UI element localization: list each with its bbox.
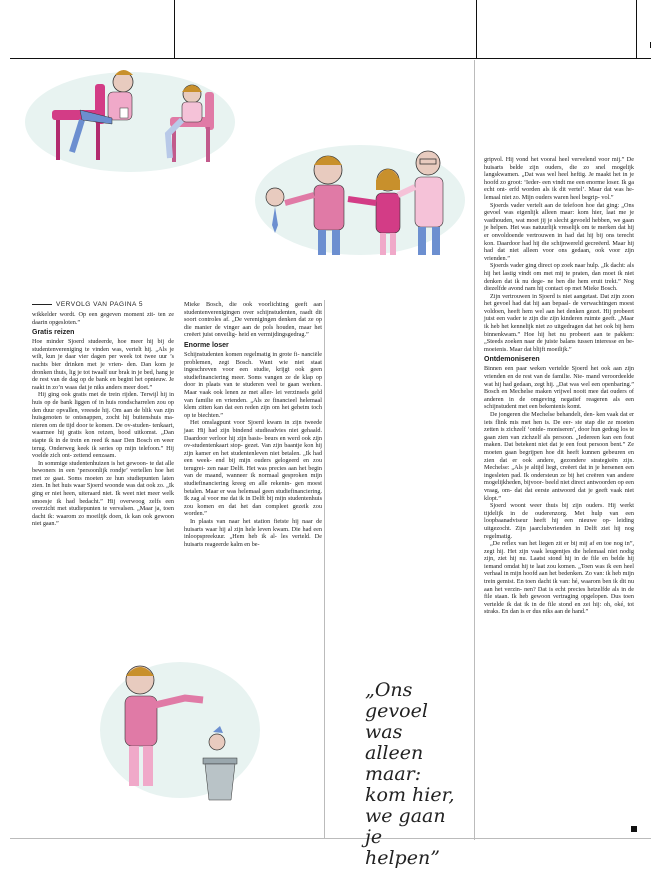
paragraph: Het omslagpunt voor Sjoerd kwam in zijn tweede jaar. Hij had zijn bindend studieadvies niet gehaald. Daardoor verloor hij zijn basis- beurs en werd ook zijn ov-studentenkaart stop- gezet. Van zijn baantje kon hij zijn kamer en het studentenleven niet betalen. „Ik had een week- end bij mijn ouders gelogeerd en zou terugrei- zen naar Delft. Het was precies aan het begin van de maand, wanneer ik normaal gesproken mijn studiefinanciering kreeg en alle rekenin- gen moest betalen. Maar er was helemaal geen studiefinanciering. Ik zag al voor me dat ik in Delft bij mijn studentenhuis zou komen en dat het dan compleet gezeik zou worden.”	[184, 419, 322, 518]
paragraph: Mieke Bosch, die ook voorlichting geeft aan studentenverenigingen over schijnstudenten, raadt dit soort controles af. „De verenigingen denken dat ze op die manier de vinger aan de pols houden, maar het creëert juist onveilig- heid en vermijdingsgedrag.”	[184, 301, 322, 339]
paragraph: „De reflex van het liegen zit er bij mij af en toe nog in”, zegt hij. Het zijn vaak leugentjes die helemaal niet nodig zijn, ziet hij nu. Laatst stond hij in de file en belde hij iemand omdat hij te laat zou komen. „Toen was ik een heel verhaal in mijn hoofd aan het bedenken. Zo van: ik heb mijn trein gemist. En toen dacht ik van: hé, waarom ben ik dit nu aan het verzin- nen? Dat is echt precies hetzelfde als in de file staan. Ik heb gewoon vertraging opgelopen. Dus toen vertelde ik dat ik in de file stond en zei hij: oh, oké, tot straks. En dan is er dus niks aan de hand.”	[484, 540, 634, 616]
paragraph: Sjoerds vader ging direct op zoek naar hulp. „Ik dacht: als hij het lastig vindt om met mij te praten, dan moet ik niet denken dat ik nu dege- ne ben die hem eruit trekt.” Nog diezelfde avond nam hij contact op met Mieke Bosch.	[484, 262, 634, 293]
paragraph: Zijn vertrouwen in Sjoerd is niet aangetast. Dat zijn zoon het gevoel had dat hij aan bepaal- de verwachtingen moest voldoen, heeft hem wel aan het denken gezet. Hij probeert juist een vader te zijn die zijn kinderen ruimte geeft. „Maar ik heb het kennelijk niet zo uitgedragen dat het ook bij hem binnenkwam.” Hoe hij het nu probeert aan te pakken: „Steeds zoeken naar de juiste balans tussen interesse en be- moeienis. Maar dat blijft moeilijk.”	[484, 292, 634, 353]
paragraph: In sommige studentenhuizen is het gewoon- te dat alle bewoners in een ‘persoonlijk rondje’ vertellen hoe het met ze gaat. Soms moeten ze hun studiepunten laten zien. In het huis waar Sjoerd woonde was dat ook zo. „Ik ging er niet heen, uiteraard niet. Ik weet niet meer welk smoesje ik had bedacht.” Hij overwoog zelfs een overzicht met studiepunten te vervalsen. „Maar ja, toen dacht ik: waarom zo moeilijk doen, ik kan ook gewoon niet gaan.”	[32, 459, 174, 528]
right-margin-vrule	[650, 42, 651, 48]
paragraph: Schijnstudenten komen regelmatig in grote fi- nanciële problemen, zegt Bosch. Want wie niet staat ingeschreven voor een studie, krijgt ook geen studiefinanciering meer. Soms vangen ze de klap op door in plaats van te studeren veel te gaan werken. Maar vaak ook lenen ze met aller- lei verzinsels geld van familie en vrienden. „Als ze financieel helemaal klem zitten kan dat een reden zijn om het geheim toch op te biechten.”	[184, 350, 322, 419]
col-divider-right	[474, 60, 475, 840]
top-rule	[10, 58, 651, 59]
bottom-rule	[10, 838, 651, 839]
paragraph: gripvol. Hij vond het vooral heel vervelend voor mij.” De huisarts belde zijn ouders, die zo snel mogelijk langskwamen. „Dat was wel heel heftig. Je maakt het in je hoofd zo groot: ‘Ieder- een vindt me een enorme loser. Ik ga echt ont- erfd worden als ik dit vertel’. Maar dat was he- lemaal niet zo. Mijn ouders waren heel begrip- vol.”	[484, 156, 634, 201]
top-left-vrule	[174, 0, 175, 58]
col-divider-mid	[324, 300, 325, 838]
article-column-2	[184, 301, 322, 548]
illustration-therapy-session	[20, 62, 240, 177]
end-of-article-mark	[631, 826, 637, 832]
article-column-1	[32, 311, 174, 528]
illustration-family	[240, 125, 470, 265]
paragraph: Sjoerd woont weer thuis bij zijn ouders. Hij werkt tijdelijk in de ouderenzorg. Met hulp van een loopbaanadviseur heeft hij een nieuwe op- leiding uitgezocht. Zijn jaarclubvrienden in Delft ziet hij nog regelmatig.	[484, 502, 634, 540]
top-right-vrule	[476, 0, 477, 58]
section-heading: Gratis reizen	[32, 329, 75, 337]
paragraph: Sjoerds vader vertelt aan de telefoon hoe dat ging: „Ons gevoel was eigenlijk alleen maar: kom hier, laat me je vasthouden, wat moet jij je slecht gevoeld hebben, we gaan je helpen. Het was natuurlijk vreselijk om te merken dat hij er onvoldoende vertrouwen in had dat hij bij ons terecht kon. Daardoor had hij die schijnwereld gecreëerd. Maar hij had dat niet alleen voor ons gedaan, ook voor zijn vrienden.”	[484, 201, 634, 262]
paragraph: wikkelder wordt. Op een gegeven moment zit- ten ze daarin opgesloten.”	[32, 311, 174, 326]
pull-quote: „Ons gevoel was alleen maar: kom hier, we gaan je helpen”	[365, 679, 455, 869]
article-column-3	[484, 156, 634, 616]
paragraph: In plaats van naar het station fietste hij naar de huisarts waar hij al zijn hele leven kwam. Die had een inloopspreekuur. „Hem heb ik al- les verteld. De huisarts reageerde kalm en be-	[184, 518, 322, 548]
top-far-right-vrule	[636, 0, 637, 58]
paragraph: Hoe minder Sjoerd studeerde, hoe meer hij bij de studentenvereniging te vinden was, vertelt hij. „Als je wilt, kun je daar vier dagen per week tot twee uur ’s nachts bier drinken met je vrien- den. Dan kom je dronken thuis, lig je tot twaalf uur brak in je bed, hang je de rest van de dag op de bank en begint het opnieuw. Je raakt in zo’n waas dat je niks anders meer doet.”	[32, 338, 174, 391]
paragraph: De jongeren die Mechelse behandelt, den- ken vaak dat er iets flink mis met hen is. De eer- ste stap die ze moeten zetten is zichzelf ‘ontde- moniseren’, door hun gedrag los te gaan zien van zichzelf als persoon. „Iedereen kan een fout maken. Dat betekent niet dat je een fout persoon bent.” Ze moeten gaan begrijpen hoe dit heeft kunnen gebeuren en zien dat er ook andere, gezondere strategieën zijn. Mechelse: „Als je altijd liegt, creëert dat in je hersenen een ingesleten pad. Ik ondersteun ze bij het creëren van andere mogelijkheden, bijvoor- beeld niet direct antwoorden op een vraag, om- dat dat eerste antwoord dat je geeft vaak niet klopt.”	[484, 411, 634, 502]
paragraph: Binnen een paar weken vertelde Sjoerd het ook aan zijn vrienden en de rest van de familie. Nie- mand veroordeelde wat hij had gedaan, zegt hij. „Dat was wel een openbaring.” Bosch en Mechelse maken vrijwel nooit mee dat ouders of anderen in de omgeving negatief reageren als een schijnstudent met een bekentenis komt.	[484, 365, 634, 411]
illustration-throw-mask	[85, 640, 265, 810]
paragraph: Hij ging ook gratis met de trein rijden. Terwijl hij in huis op de bank liggen of in huis rondscharrelen zou op den duur opvallen, vreesde hij. Om aan de blik van zijn huisgenoten te ontsnappen, zocht hij buitenshuis ma- nieren om de tijd door te komen. De ov-studen- tenkaart, waarmee hij gratis kon reizen, bood uitkomst. „Dan stapte ik in de trein en reed ik naar Den Bosch en weer terug. Onderweg keek ik series op mijn telefoon.” Hij voelde zich ont- zettend eenzaam.	[32, 391, 174, 460]
continuation-label: VERVOLG VAN PAGINA 5	[32, 301, 143, 308]
section-heading: Ontdemoniseren	[484, 356, 540, 364]
section-heading: Enorme loser	[184, 341, 229, 349]
